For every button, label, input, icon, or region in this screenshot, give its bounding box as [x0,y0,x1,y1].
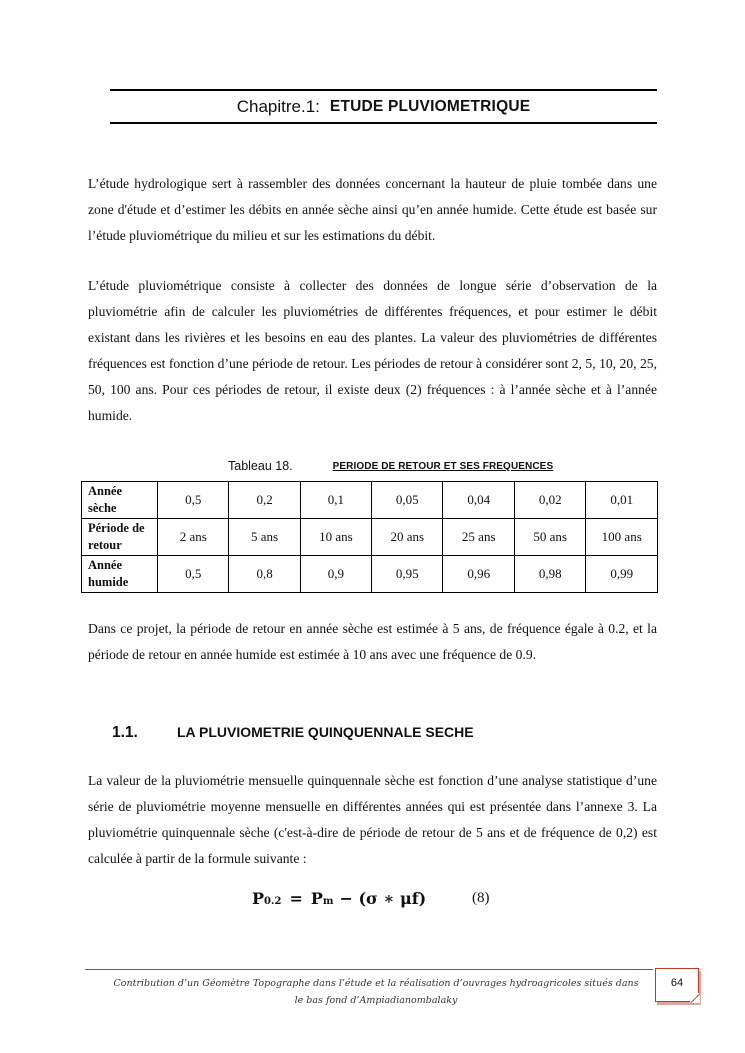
formula-lhs-subscript: 0.2 [264,896,282,907]
page-number-box [655,968,699,1002]
formula-pm-subscript: m [322,896,334,907]
table-cell: 0,99 [586,556,658,593]
table-cell: 20 ans [372,519,443,556]
table-cell: 0,02 [514,482,585,519]
table-cell: 5 ans [229,519,300,556]
section-title: LA PLUVIOMETRIE QUINQUENNALE SECHE [177,724,474,740]
chapter-prefix: Chapitre.1: [236,96,320,116]
table-cell: 0,04 [443,482,514,519]
formula [252,889,426,913]
table-cell: 2 ans [158,519,229,556]
chapter-title: ETUDE PLUVIOMETRIQUE [329,97,531,115]
paragraph-pluviometric-study: L’étude pluviométrique consiste à collecter des données de longue série d’observation de la pluviométrie afin de calculer les pluviométries de différentes fréquences, et pour estimer le débit existant dans les rivières et les besoins en eau des plantes. La valeur des pluviométries de différentes fréquences est fonction d’une période de retour. Les périodes de retour à considérer sont 2, 5, 10, 20, 25, 50, 100 ans. Pour ces périodes de retour, il existe deux (2) fréquences : à l’année sèche et à l’année humide. [88,278,657,423]
table-caption [228,457,628,475]
row-header: Période de retour [82,519,158,556]
table-cell: 0,5 [158,556,229,593]
table-cell: 0,98 [514,556,585,593]
formula-equals: = [289,889,303,908]
table-cell: 0,9 [300,556,371,593]
table-cell: 0,8 [229,556,300,593]
table-cell: 25 ans [443,519,514,556]
table-cell: 0,2 [229,482,300,519]
footer-text: Contribution d’un Géomètre Topographe dans l’étude et la réalisation d’ouvrages hydroagricoles situés dans le bas fond d’Ampiadianombalaky [113,978,639,1006]
table-cell: 100 ans [586,519,658,556]
frequency-table [81,481,658,593]
table-cell: 0,01 [586,482,658,519]
row-header: Année sèche [82,482,158,519]
table-cell: 10 ans [300,519,371,556]
table-cell: 50 ans [514,519,585,556]
table-row-periode-retour [82,519,658,556]
table-caption-title: PERIODE DE RETOUR ET SES FREQUENCES [332,460,554,472]
table-cell: 0,96 [443,556,514,593]
table-cell: 0,95 [372,556,443,593]
footer-divider [85,969,653,970]
chapter-header [110,89,657,124]
section-heading [112,724,474,744]
formula-rest: − (σ ∗ μf) [339,889,427,908]
table-caption-number: Tableau 18. [228,459,293,473]
row-header: Année humide [82,556,158,593]
formula-lhs: P [252,889,265,908]
equation-number: (8) [472,890,490,906]
table-cell: 0,5 [158,482,229,519]
table-cell: 0,05 [372,482,443,519]
table-row-annee-seche [82,482,658,519]
table-row-annee-humide [82,556,658,593]
table-cell: 0,1 [300,482,371,519]
paragraph-quinquennial: La valeur de la pluviométrie mensuelle quinquennale sèche est fonction d’une analyse statistique d’une série de pluviométrie moyenne mensuelle en différentes années qui est présentée dans l’annexe 3. La pluviométrie quinquennale sèche (c'est-à-dire de période de retour de 5 ans et de fréquence de 0,2) est calculée à partir de la formule suivante : [88,773,657,866]
paragraph-intro: L’étude hydrologique sert à rassembler des données concernant la hauteur de pluie tombée dans une zone d'étude et d’estimer les débits en année sèche ainsi qu’en année humide. Cette étude est basée sur l’étude pluviométrique du milieu et sur les estimations du débit. [88,176,657,243]
formula-pm: P [310,889,323,908]
paragraph-project-periods: Dans ce projet, la période de retour en année sèche est estimée à 5 ans, de fréquence égale à 0.2, et la période de retour en année humide est estimée à 10 ans avec une fréquence de 0.9. [88,621,657,662]
page-number: 64 [670,977,684,989]
section-number: 1.1. [112,724,138,741]
